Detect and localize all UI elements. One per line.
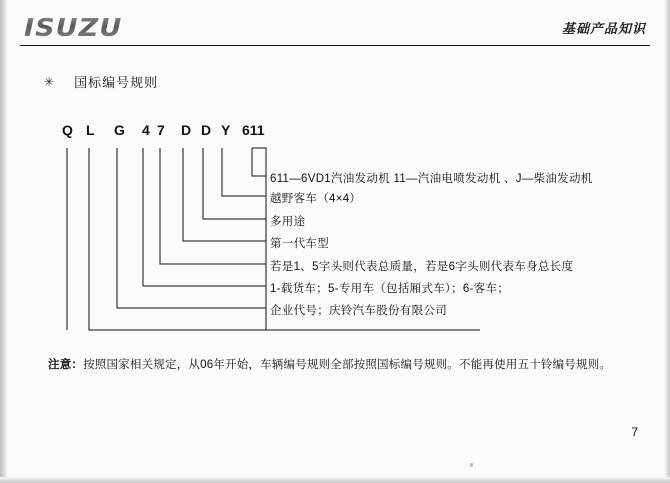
code-char-8: Y [221, 122, 231, 138]
desc-enterprise-code: 企业代号；庆铃汽车股份有限公司 [270, 305, 447, 317]
desc-multipurpose: 多用途 [270, 216, 306, 228]
header-title: 基础产品知识 [561, 21, 646, 36]
page-number: 7 [631, 425, 638, 439]
desc-generation: 第一代车型 [270, 238, 329, 250]
note-text [48, 356, 611, 372]
page-header [0, 0, 670, 46]
code-char-7: D [201, 122, 212, 138]
page-edge-left [0, 0, 7, 483]
note-body: 按照国家相关规定，从06年开始，车辆编号规则全部按照国标编号规则。不能再使用五十铃编号规则。 [83, 359, 612, 371]
page-edge-right [665, 0, 670, 483]
code-char-2: L [86, 122, 95, 138]
code-char-5: 7 [157, 122, 165, 138]
section-heading [44, 72, 158, 91]
desc-mass-or-length: 若是1、5字头则代表总质量，若是6字头则代表车身总长度 [270, 261, 574, 273]
isuzu-logo: ISUZU [24, 13, 123, 42]
desc-engine-code: 611—6VD1汽油发动机 11—汽油电喷发动机 、J—柴油发动机 [270, 173, 593, 185]
code-char-9: 611 [242, 122, 265, 138]
note-label: 注意： [48, 359, 84, 371]
section-title: 国标编号规则 [74, 75, 159, 90]
header-divider [20, 45, 650, 46]
code-char-4: 4 [142, 122, 150, 138]
asterisk-bullet-icon: ✳ [44, 74, 55, 89]
scan-speck [470, 463, 473, 467]
code-characters-row [62, 122, 292, 144]
desc-vehicle-type: 1-载货车；5-专用车（包括厢式车）；6-客车； [270, 283, 510, 295]
code-char-6: D [181, 122, 192, 138]
code-char-3: G [114, 122, 125, 138]
desc-offroad-bus: 越野客车（4×4） [270, 193, 362, 205]
code-char-1: Q [62, 122, 73, 138]
page-edge-bottom [0, 477, 670, 483]
